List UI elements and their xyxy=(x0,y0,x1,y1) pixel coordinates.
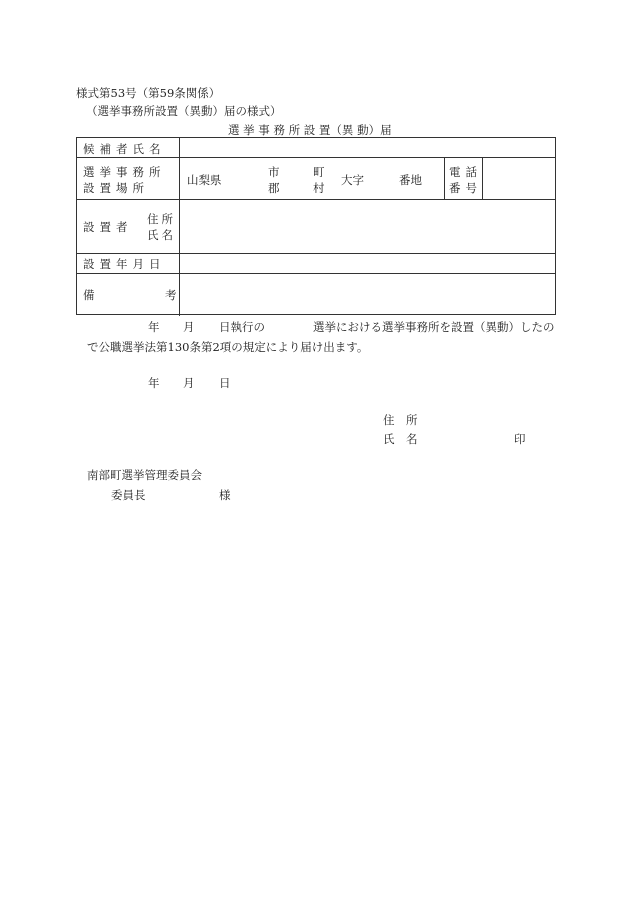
installer-name-label: 氏名 xyxy=(147,228,176,242)
label-column-divider xyxy=(179,138,180,316)
installer-field[interactable] xyxy=(181,201,556,252)
candidate-name-label: 候補者氏名 xyxy=(83,142,166,156)
phone-field[interactable] xyxy=(484,159,556,198)
county-text: 郡 xyxy=(268,181,280,195)
phone-label-line2: 番号 xyxy=(449,181,482,195)
phone-label-line1: 電話 xyxy=(449,165,482,179)
office-location-label-line2: 設置場所 xyxy=(83,181,149,195)
remarks-label-1: 備 xyxy=(83,288,95,302)
remarks-label-2: 考 xyxy=(165,288,177,302)
form-number: 様式第53号（第59条関係） xyxy=(76,86,221,100)
installer-address-label: 住所 xyxy=(147,212,176,226)
body-month: 月 xyxy=(183,320,195,334)
city-text: 市 xyxy=(268,165,280,179)
body-day-exec: 日執行の xyxy=(219,320,265,334)
seal-mark: 印 xyxy=(514,432,526,446)
document-title: 選 挙 事 務 所 設 置（異 動）届 xyxy=(228,123,392,137)
install-date-field[interactable] xyxy=(181,255,556,272)
date-day: 日 xyxy=(219,376,231,390)
install-date-label: 設置年月日 xyxy=(83,257,166,271)
date-month: 月 xyxy=(183,376,195,390)
chairman-label: 委員長 xyxy=(111,488,146,502)
banchi-text: 番地 xyxy=(399,173,422,187)
signature-name-label: 氏 名 xyxy=(383,432,418,446)
form-subtitle: （選挙事務所設置（異動）届の様式） xyxy=(86,104,282,118)
row-divider xyxy=(77,199,555,200)
town-text: 町 xyxy=(313,165,325,179)
body-year: 年 xyxy=(148,320,160,334)
phone-divider xyxy=(444,157,445,199)
row-divider xyxy=(77,253,555,254)
row-divider xyxy=(77,157,555,158)
candidate-name-field[interactable] xyxy=(181,139,556,156)
village-text: 村 xyxy=(313,181,325,195)
row-divider xyxy=(77,273,555,274)
remarks-field[interactable] xyxy=(181,275,556,314)
office-location-label-line1: 選挙事務所 xyxy=(83,165,166,179)
prefecture-text: 山梨県 xyxy=(187,173,222,187)
form-table xyxy=(76,137,556,315)
installer-label: 設置者 xyxy=(83,220,133,234)
oaza-text: 大字 xyxy=(341,173,364,187)
signature-address-label: 住 所 xyxy=(383,413,418,427)
body-sentence-line2: で公職選挙法第130条第2項の規定により届け出ます。 xyxy=(87,340,369,354)
body-sentence-line1: 選挙における選挙事務所を設置（異動）したの xyxy=(313,320,555,334)
honorific: 様 xyxy=(219,488,231,502)
date-year: 年 xyxy=(148,376,160,390)
phone-divider xyxy=(482,157,483,199)
committee-name: 南部町選挙管理委員会 xyxy=(87,468,202,482)
